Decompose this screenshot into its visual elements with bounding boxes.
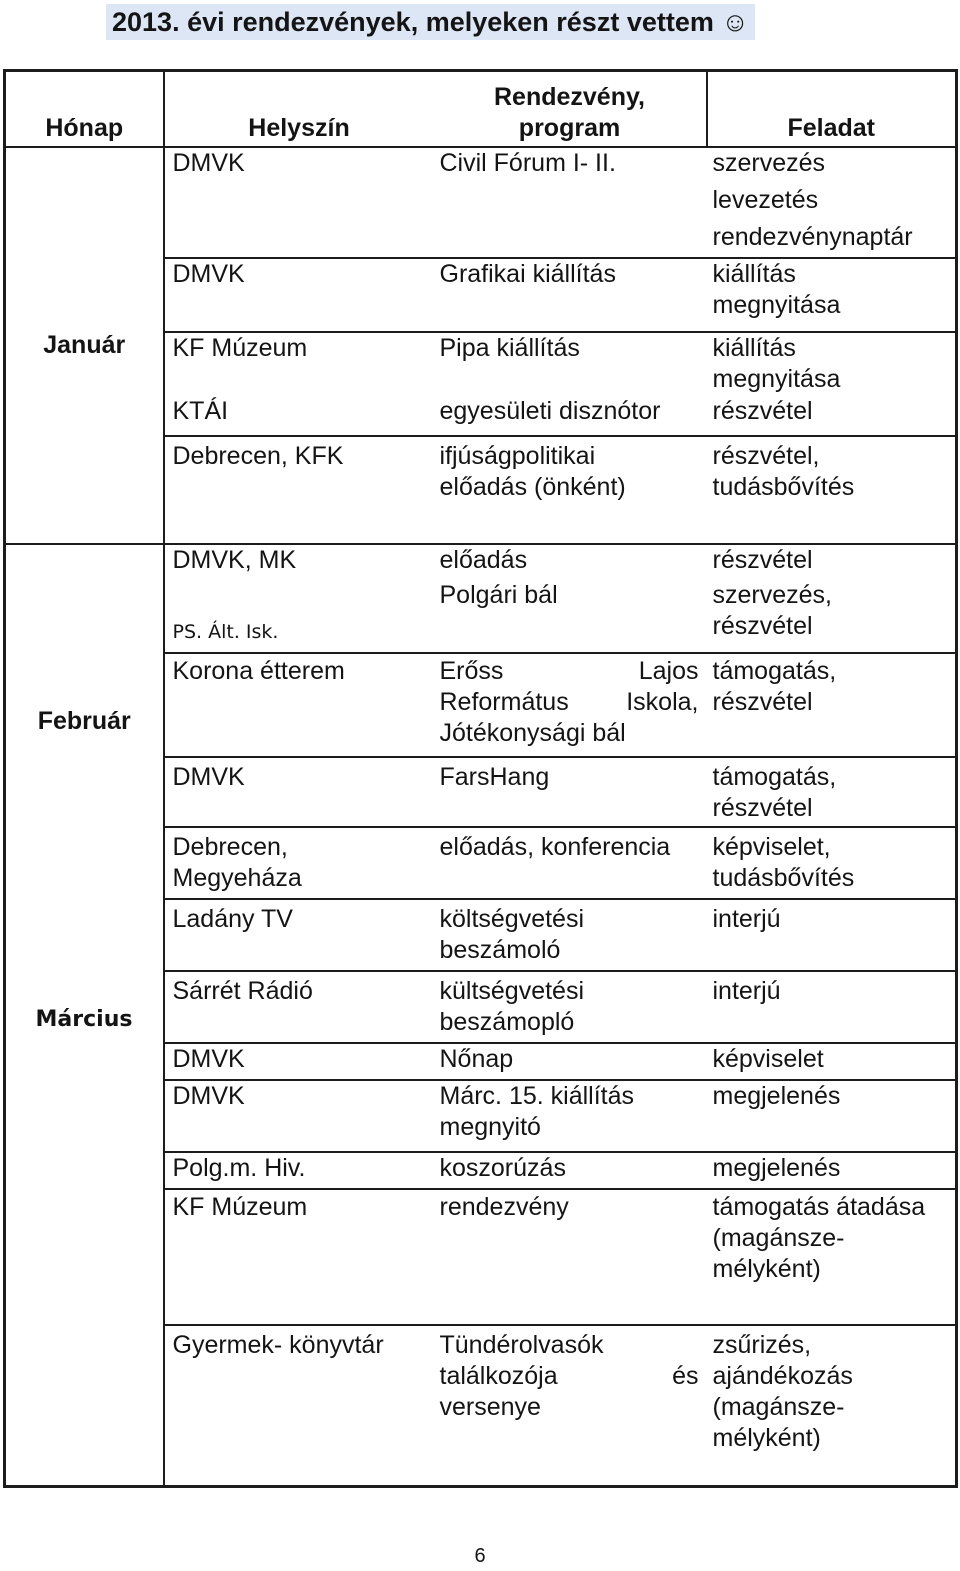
event-line: kültségvetési (439, 976, 585, 1005)
role-cell (707, 971, 957, 1043)
event-cell: Tündérolvasók találkozója és versenye (434, 1325, 707, 1487)
role-line: részvétel (712, 611, 813, 640)
event-cell (434, 1080, 707, 1152)
role-line: támogatás, (712, 762, 837, 791)
header-event-line1: Rendezvény, (494, 82, 645, 111)
table-row (5, 899, 957, 971)
location-cell: DMVK (164, 1043, 434, 1080)
role-line: levezetés (712, 185, 819, 214)
role-line: mélyként) (712, 1423, 821, 1452)
role-line: megjelenés (712, 1153, 841, 1182)
location-cell: KF Múzeum (164, 1189, 434, 1325)
header-month: Hónap (5, 71, 164, 147)
location-line: Megyeháza (172, 863, 302, 892)
location-cell (164, 580, 434, 653)
event-cell: Nőnap (434, 1043, 707, 1080)
event-line: megnyitó (439, 1112, 541, 1141)
location-cell: DMVK (164, 147, 434, 258)
role-cell (707, 332, 957, 396)
role-line: támogatás átadása (712, 1192, 926, 1221)
event-line: beszámoló (439, 935, 561, 964)
role-line: kiállítás (712, 259, 796, 288)
header-role: Feladat (707, 71, 957, 147)
event-cell: Polgári bál (434, 580, 707, 653)
event-cell: előadás (434, 544, 707, 580)
role-line: rendezvénynaptár (712, 222, 913, 251)
role-line: (magánsze- (712, 1392, 845, 1421)
role-cell (707, 1152, 957, 1189)
event-cell: Grafikai kiállítás (434, 258, 707, 332)
role-cell (707, 899, 957, 971)
event-cell: Pipa kiállítás (434, 332, 707, 396)
event-cell (434, 436, 707, 544)
location-text: PS. Ált. Isk. (172, 620, 279, 643)
header-event (434, 71, 707, 147)
event-cell (434, 899, 707, 971)
location-cell: Debrecen, KFK (164, 436, 434, 544)
event-cell: Civil Fórum I- II. (434, 147, 707, 258)
role-line: részvétel (712, 545, 813, 574)
role-line: szervezés (712, 148, 826, 177)
month-marcius-spacer (5, 899, 164, 1487)
role-cell (707, 436, 957, 544)
month-februar: Február (5, 544, 164, 899)
event-cell: Erőss Lajos Református Iskola, Jótékonysági bál (434, 653, 707, 757)
role-line: zsűrizés, (712, 1330, 812, 1359)
role-line: képviselet (712, 1044, 824, 1073)
event-cell: rendezvény (434, 1189, 707, 1325)
location-cell: DMVK, MK (164, 544, 434, 580)
event-line: ifjúságpolitikai (439, 441, 596, 470)
role-line: mélyként) (712, 1254, 821, 1283)
role-line: kiállítás (712, 333, 796, 362)
event-line: Márc. 15. kiállítás (439, 1081, 635, 1110)
role-cell (707, 757, 957, 827)
role-line: részvétel (712, 793, 813, 822)
role-line: megjelenés (712, 1081, 841, 1110)
role-cell (707, 1080, 957, 1152)
event-cell: koszorúzás (434, 1152, 707, 1189)
location-cell: DMVK (164, 1080, 434, 1152)
event-line: költségvetési (439, 904, 585, 933)
role-line: szervezés, (712, 580, 832, 609)
location-cell: Korona étterem (164, 653, 434, 757)
role-cell (707, 580, 957, 653)
role-line: tudásbővítés (712, 863, 855, 892)
events-table (3, 69, 958, 1488)
table-row (5, 544, 957, 580)
month-marcius: Március (35, 1007, 133, 1032)
event-cell: FarsHang (434, 757, 707, 827)
header-event-line2: program (518, 113, 621, 142)
location-cell (164, 827, 434, 899)
page-title: 2013. évi rendezvények, melyeken részt vettem ☺ (106, 4, 755, 40)
role-cell (707, 1043, 957, 1080)
role-cell (707, 653, 957, 757)
role-line: tudásbővítés (712, 472, 855, 501)
role-cell (707, 1325, 957, 1487)
event-cell: egyesületi disznótor (434, 396, 707, 436)
role-line: részvétel (712, 396, 813, 425)
location-cell: DMVK (164, 757, 434, 827)
event-line: beszámopló (439, 1007, 575, 1036)
role-cell (707, 827, 957, 899)
role-line: ajándékozás (712, 1361, 853, 1390)
role-cell (707, 1189, 957, 1325)
role-cell (707, 544, 957, 580)
event-cell: előadás, konferencia (434, 827, 707, 899)
role-line: képviselet, (712, 832, 831, 861)
location-cell: Ladány TV (164, 899, 434, 971)
location-cell: Gyermek- könyvtár (164, 1325, 434, 1487)
header-location: Helyszín (164, 71, 434, 147)
role-line: részvétel (712, 687, 813, 716)
role-cell (707, 258, 957, 332)
role-line: (magánsze- (712, 1223, 845, 1252)
role-line: részvétel, (712, 441, 820, 470)
event-line: előadás (önként) (439, 472, 626, 501)
role-line: megnyitása (712, 364, 841, 393)
location-cell: KTÁI (164, 396, 434, 436)
location-line: Debrecen, (172, 832, 288, 861)
event-cell (434, 971, 707, 1043)
table-row (5, 147, 957, 258)
location-cell: Polg.m. Hiv. (164, 1152, 434, 1189)
role-line: interjú (712, 976, 781, 1005)
location-cell: DMVK (164, 258, 434, 332)
month-januar: Január (5, 147, 164, 544)
location-cell: KF Múzeum (164, 332, 434, 396)
role-cell (707, 396, 957, 436)
role-line: interjú (712, 904, 781, 933)
page-number: 6 (474, 1545, 486, 1567)
role-line: megnyitása (712, 290, 841, 319)
location-cell: Sárrét Rádió (164, 971, 434, 1043)
header-row (5, 71, 957, 147)
role-cell (707, 147, 957, 258)
role-line: támogatás, (712, 656, 837, 685)
